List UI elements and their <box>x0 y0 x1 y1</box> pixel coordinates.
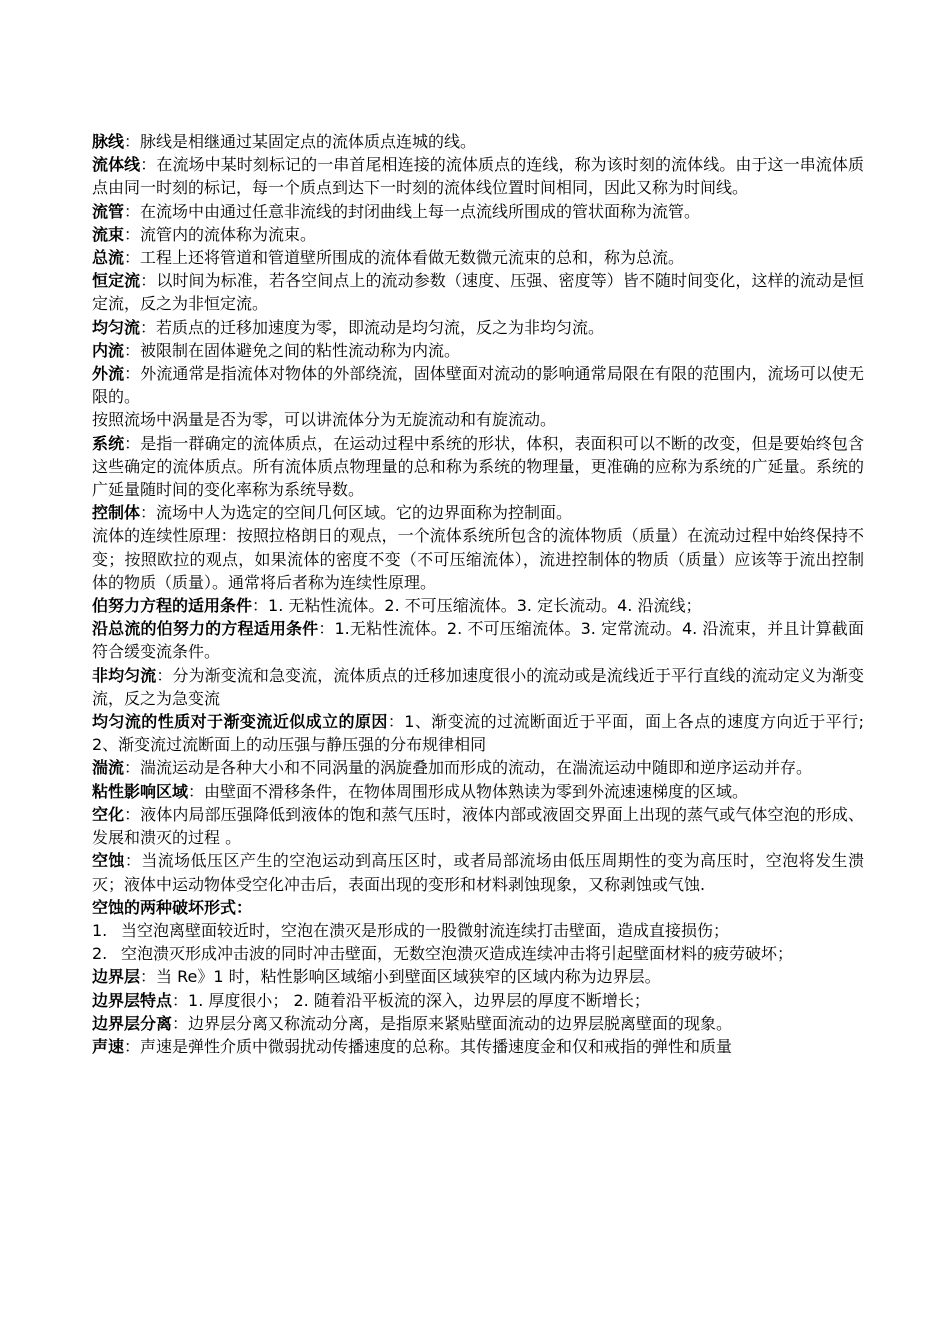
definition-term: 边界层分离 <box>92 1013 173 1033</box>
definition-text: 流管内的流体称为流束。 <box>140 224 317 244</box>
definition-paragraph <box>92 269 864 315</box>
list-item <box>92 919 864 942</box>
definition-text: 以时间为标准，若各空间点上的流动参数（速度、压强、密度等）皆不随时间变化，这样的流动是恒定流，反之为非恒定流。 <box>92 271 864 314</box>
definition-text: 脉线是相继通过某固定点的流体质点连城的线。 <box>140 132 477 151</box>
definition-text: 流体的连续性原理：按照拉格朗日的观点，一个流体系统所包含的流体物质（质量）在流动过程中始终保持不变；按照欧拉的观点，如果流体的密度不变（不可压缩流体），流进控制体的物质（质量）应该等于流出控制体的物质（质量）。通常将后者称为连续性原理。 <box>92 526 864 592</box>
definition-text: 1. 厚度很小； 2. 随着沿平板流的深入，边界层的厚度不断增长； <box>188 990 650 1010</box>
term-separator: ： <box>124 132 141 151</box>
definition-text: 1.无粘性流体。2. 不可压缩流体。3. 定常流动。4. 沿流束，并且计算截面符合缓变流条件。 <box>92 619 864 662</box>
term-separator: ： <box>124 224 141 244</box>
definition-paragraph <box>92 524 864 594</box>
definition-paragraph <box>92 664 864 710</box>
definition-text: 当流场低压区产生的空泡运动到高压区时，或者局部流场由低压周期性的变为高压时，空泡将发生溃灭；液体中运动物体受空化冲击后，表面出现的变形和材料剥蚀现象，又称剥蚀或气蚀. <box>92 851 864 894</box>
definition-text: 1、渐变流的过流断面近于平面，面上各点的速度方向近于平行; 2、渐变流过流断面上的动压强与静压强的分布规律相同 <box>92 712 864 755</box>
definition-term: 均匀流 <box>92 317 141 337</box>
definitions-section-a <box>92 130 864 896</box>
definition-text: 当 Re》1 时，粘性影响区域缩小到壁面区域狭窄的区域内称为边界层。 <box>156 967 661 987</box>
list-item <box>92 942 864 965</box>
definition-paragraph <box>92 130 864 153</box>
definition-text: 按照流场中涡量是否为零，可以讲流体分为无旋流动和有旋流动。 <box>92 410 557 430</box>
definition-term: 边界层 <box>92 967 141 987</box>
definition-paragraph <box>92 1035 864 1058</box>
term-separator: ： <box>124 804 141 824</box>
term-separator: ： <box>124 758 141 778</box>
definitions-section-b <box>92 965 864 1058</box>
definition-text: 边界层分离又称流动分离，是指原来紧贴壁面流动的边界层脱离壁面的现象。 <box>188 1013 733 1033</box>
definition-paragraph <box>92 501 864 524</box>
definition-term: 均匀流的性质对于渐变流近似成立的原因 <box>92 712 388 732</box>
definition-term: 湍流 <box>92 758 125 778</box>
definition-term: 伯努力方程的适用条件 <box>92 596 253 616</box>
definition-text: 在流场中某时刻标记的一串首尾相连接的流体质点的连线，称为该时刻的流体线。由于这一串流体质点由同一时刻的标记，每一个质点到达下一时刻的流体线位置时间相同，因此又称为时间线。 <box>92 155 864 198</box>
definition-paragraph <box>92 362 864 408</box>
definition-term: 非均匀流 <box>92 665 157 685</box>
term-separator: ： <box>387 712 405 732</box>
definition-paragraph <box>92 223 864 246</box>
definition-paragraph <box>92 339 864 362</box>
definition-term: 外流 <box>92 364 125 384</box>
definition-term: 空蚀 <box>92 851 125 871</box>
definition-paragraph <box>92 710 864 756</box>
definition-term: 系统 <box>92 433 125 453</box>
definition-text: 若质点的迁移加速度为零，即流动是均匀流，反之为非均匀流。 <box>156 317 605 337</box>
definition-paragraph <box>92 617 864 663</box>
erosion-list <box>92 919 864 965</box>
definition-term: 空化 <box>92 804 125 824</box>
definition-paragraph <box>92 965 864 988</box>
definition-text: 分为渐变流和急变流，流体质点的迁移加速度很小的流动或是流线近于平行直线的流动定义为渐变流，反之为急变流 <box>92 665 864 708</box>
list-number: 1. <box>92 920 108 940</box>
definition-term: 沿总流的伯努力的方程适用条件 <box>92 619 319 639</box>
definition-term: 流管 <box>92 201 125 221</box>
definition-paragraph <box>92 153 864 199</box>
definition-text: 声速是弹性介质中微弱扰动传播速度的总称。其传播速度金和仅和戒指的弹性和质量 <box>140 1036 733 1056</box>
definition-paragraph <box>92 803 864 849</box>
definition-text: 流场中人为选定的空间几何区域。它的边界面称为控制面。 <box>156 503 573 523</box>
definition-text: 湍流运动是各种大小和不同涡量的涡旋叠加而形成的流动，在湍流运动中随即和逆序运动并存。 <box>140 758 813 778</box>
term-separator: ： <box>124 433 141 453</box>
term-separator: ： <box>124 851 142 871</box>
term-separator: ： <box>140 271 157 291</box>
definition-term: 控制体 <box>92 503 141 523</box>
term-separator: ： <box>252 596 269 616</box>
definition-term: 恒定流 <box>92 271 141 291</box>
term-separator: ： <box>172 1013 189 1033</box>
list-number: 2. <box>92 944 108 964</box>
definition-paragraph <box>92 200 864 223</box>
definition-text: 工程上还将管道和管道壁所围成的流体看做无数微元流束的总和，称为总流。 <box>140 248 685 268</box>
term-separator: ： <box>140 967 157 987</box>
definition-term: 流体线 <box>92 155 141 175</box>
definition-paragraph <box>92 849 864 895</box>
definition-text: 在流场中由通过任意非流线的封闭曲线上每一点流线所围成的管状面称为流管。 <box>140 201 701 221</box>
term-separator: ： <box>124 248 141 268</box>
definition-text: 液体内局部压强降低到液体的饱和蒸气压时，液体内部或液固交界面上出现的蒸气或气体空泡的形成、发展和溃灭的过程 。 <box>92 804 864 848</box>
list-text: 当空泡离壁面较近时，空泡在溃灭是形成的一股微射流连续打击壁面，造成直接损伤； <box>121 920 730 940</box>
term-separator: ： <box>172 990 189 1010</box>
definition-paragraph <box>92 780 864 803</box>
definition-text: 被限制在固体避免之间的粘性流动称为内流。 <box>140 340 461 360</box>
term-separator: ： <box>140 503 157 523</box>
definition-term: 脉线 <box>92 132 125 151</box>
definition-term: 流束 <box>92 224 125 244</box>
definition-text: 由壁面不滑移条件，在物体周围形成从物体熟读为零到外流速速梯度的区域。 <box>204 781 749 801</box>
term-separator: ： <box>140 317 157 337</box>
definition-paragraph <box>92 756 864 779</box>
definition-paragraph <box>92 1012 864 1035</box>
term-separator: ： <box>318 619 335 639</box>
term-separator: ： <box>156 665 173 685</box>
definition-text: 1. 无粘性流体。2. 不可压缩流体。3. 定长流动。4. 沿流线； <box>268 596 702 616</box>
list-text: 空泡溃灭形成冲击波的同时冲击壁面，无数空泡溃灭造成连续冲击将引起壁面材料的疲劳破坏； <box>121 944 794 964</box>
definition-term: 声速 <box>92 1036 125 1056</box>
definition-paragraph <box>92 989 864 1012</box>
definition-paragraph <box>92 408 864 431</box>
definition-paragraph <box>92 594 864 617</box>
term-separator: ： <box>124 340 141 360</box>
term-separator: ： <box>124 364 141 384</box>
erosion-heading: 空蚀的两种破坏形式： <box>92 897 253 917</box>
definition-text: 是指一群确定的流体质点，在运动过程中系统的形状，体积，表面积可以不断的改变，但是要始终包含这些确定的流体质点。所有流体质点物理量的总和称为系统的物理量，更准确的应称为系统的广延量。系统的广延量随时间的变化率称为系统导数。 <box>92 433 864 500</box>
definition-term: 边界层特点 <box>92 990 173 1010</box>
definition-term: 内流 <box>92 340 125 360</box>
term-separator: ： <box>124 201 141 221</box>
term-separator: ： <box>140 155 157 175</box>
definition-term: 总流 <box>92 248 125 268</box>
term-separator: ： <box>124 1036 141 1056</box>
definition-paragraph <box>92 432 864 502</box>
definition-term: 粘性影响区域 <box>92 781 189 801</box>
definition-paragraph <box>92 316 864 339</box>
term-separator: ： <box>188 781 205 801</box>
definition-text: 外流通常是指流体对物体的外部绕流，固体壁面对流动的影响通常局限在有限的范围内，流场可以使无限的。 <box>92 364 864 407</box>
definition-paragraph <box>92 246 864 269</box>
